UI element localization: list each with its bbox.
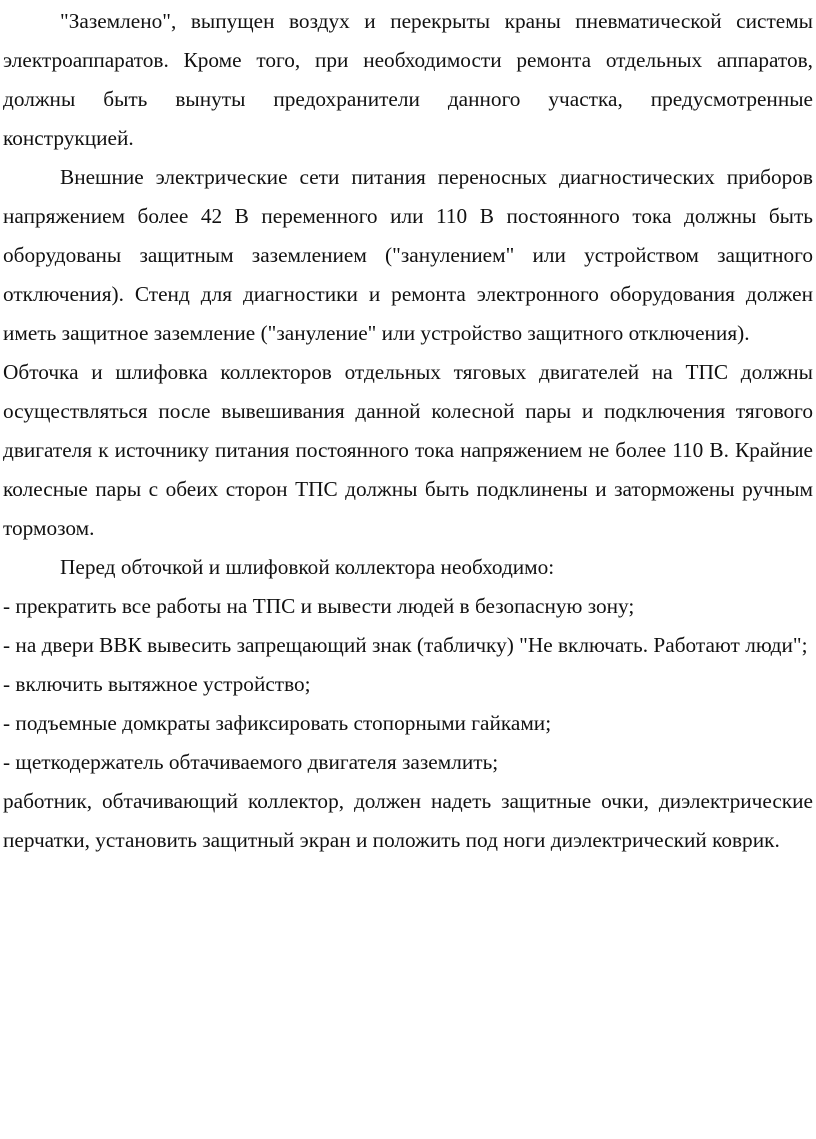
paragraph-grounding: "Заземлено", выпущен воздух и перекрыты краны пневматической системы электроаппаратов. Кроме того, при необходимости ремонта отдельных аппаратов, должны быть вынуты предохранители данного участка, предусмотренные конструкцией.	[3, 9, 813, 150]
paragraph-external-networks: Внешние электрические сети питания переносных диагностических приборов напряжением более 42 В переменного или 110 В постоянного тока должны быть оборудованы защитным заземлением ("занулением" или устройством защитного отключения). Стенд для диагностики и ремонта электронного оборудования должен иметь защитное заземление ("зануление" или устройство защитного отключения).	[3, 165, 813, 345]
list-item: - щеткодержатель обтачиваемого двигателя заземлить;	[3, 750, 499, 774]
paragraph-collector-turning: Обточка и шлифовка коллекторов отдельных тяговых двигателей на ТПС должны осуществляться после вывешивания данной колесной пары и подключения тягового двигателя к источнику питания постоянного тока напряжением не более 110 В. Крайние колесные пары с обеих сторон ТПС должны быть подклинены и заторможены ручным тормозом.	[3, 360, 813, 540]
list-item: - включить вытяжное устройство;	[3, 672, 311, 696]
document-body	[3, 2, 813, 860]
list-item: - прекратить все работы на ТПС и вывести людей в безопасную зону;	[3, 594, 635, 618]
list-item: - на двери ВВК вывесить запрещающий знак (табличку) "Не включать. Работают люди";	[3, 633, 808, 657]
list-item: - подъемные домкраты зафиксировать стопорными гайками;	[3, 711, 552, 735]
paragraph-closing: работник, обтачивающий коллектор, должен надеть защитные очки, диэлектрические перчатки, установить защитный экран и положить под ноги диэлектрический коврик.	[3, 789, 813, 852]
paragraph-before-turning: Перед обточкой и шлифовкой коллектора необходимо:	[60, 555, 555, 579]
